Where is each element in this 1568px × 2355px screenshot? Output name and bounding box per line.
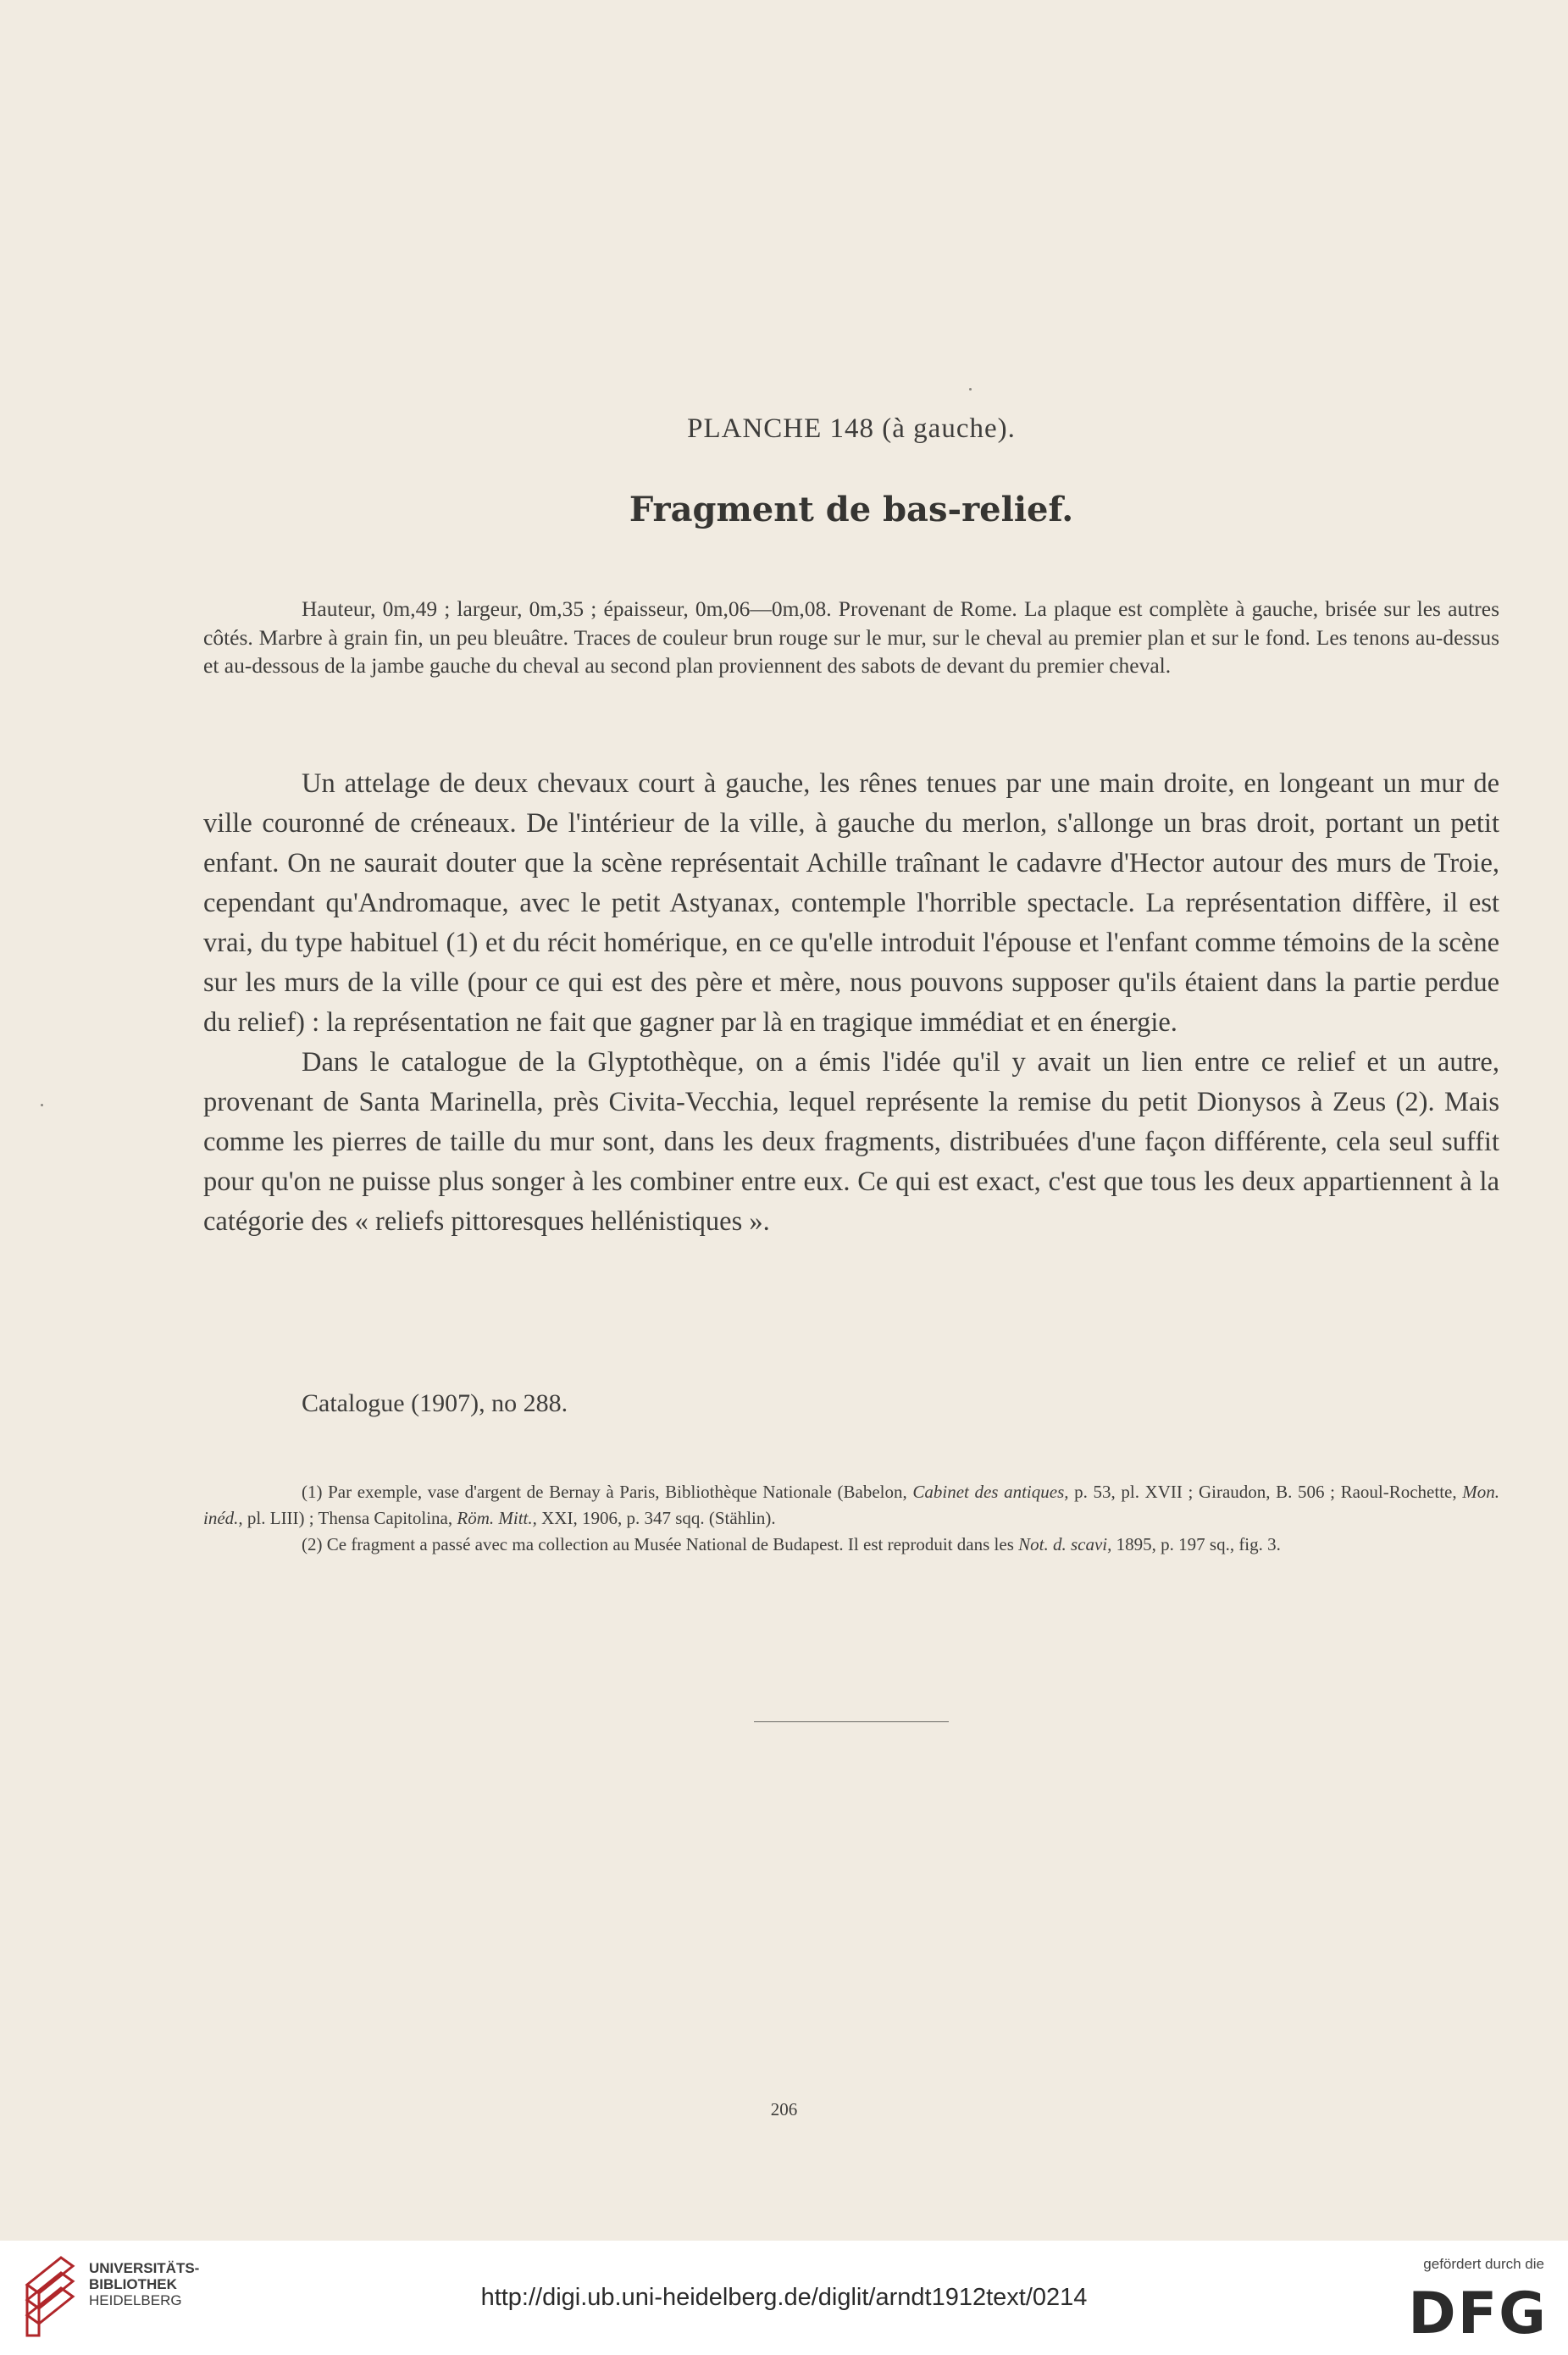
scan-speck bbox=[41, 1104, 43, 1106]
body-text bbox=[203, 764, 1499, 1242]
dfg-logo: DFG bbox=[1408, 2280, 1548, 2347]
scan-speck bbox=[969, 388, 972, 391]
page-title: Fragment de bas-relief. bbox=[629, 490, 1074, 529]
library-name: UNIVERSITÄTS- BIBLIOTHEK HEIDELBERG bbox=[89, 2260, 200, 2308]
plate-number: PLANCHE 148 (à gauche). bbox=[687, 413, 1016, 444]
source-url-link[interactable]: http://digi.ub.uni-heidelberg.de/diglit/arndt1912text/0214 bbox=[480, 2284, 1088, 2311]
divider-rule bbox=[754, 1721, 949, 1722]
footnote-1: (1) Par exemple, vase d'argent de Bernay à Paris, Bibliothèque Nationale (Babelon, Cabinet des antiques, p. 53, pl. XVII ; Giraudon, B. 506 ; Raoul-Rochette, Mon. inéd., pl. LIII) ; Thensa Capitolina, Röm. Mitt., XXI, 1906, p. 347 sqq. (Stählin). bbox=[203, 1482, 1499, 1528]
body-paragraph: Dans le catalogue de la Glyptothèque, on a émis l'idée qu'il y avait un lien entre ce relief et un autre, provenant de Santa Marinella, près Civita-Vecchia, lequel représente la remise du petit Dionysos à Zeus (2). Mais comme les pierres de taille du mur sont, dans les deux fragments, distribuées d'une façon différente, cela seul suffit pour qu'on ne puisse plus songer à les combiner entre eux. Ce qui est exact, c'est que tous les deux appartiennent à la catégorie des « reliefs pittoresques hellénistiques ». bbox=[203, 1047, 1499, 1237]
footnotes bbox=[203, 1479, 1499, 1558]
funding-caption: gefördert durch die bbox=[1423, 2256, 1544, 2272]
object-description: Hauteur, 0m,49 ; largeur, 0m,35 ; épaisseur, 0m,06—0m,08. Provenant de Rome. La plaque est complète à gauche, brisée sur les autres côtés. Marbre à grain fin, un peu bleuâtre. Traces de couleur brun rouge sur le mur, sur le cheval au premier plan et sur le fond. Les tenons au-dessus et au-dessous de la jambe gauche du cheval au second plan proviennent des sabots de devant du premier cheval. bbox=[203, 596, 1499, 678]
page-number: 206 bbox=[770, 2099, 798, 2120]
catalogue-reference: Catalogue (1907), no 288. bbox=[302, 1389, 568, 1417]
body-paragraph: Un attelage de deux chevaux court à gauche, les rênes tenues par une main droite, en longeant un mur de ville couronné de créneaux. De l'intérieur de la ville, à gauche du merlon, s'allonge un bras droit, portant un petit enfant. On ne saurait douter que la scène représentait Achille traînant le cadavre d'Hector autour des murs de Troie, cependant qu'Andromaque, avec le petit Astyanax, contemple l'horrible spectacle. La représentation diffère, il est vrai, du type habituel (1) et du récit homérique, en ce qu'elle introduit l'épouse et l'enfant comme témoins de la scène sur les murs de la ville (pour ce qui est des père et mère, nous pouvons supposer qu'ils étaient dans la partie perdue du relief) : la représentation ne fait que gagner par là en tragique immédiat et en énergie. bbox=[203, 768, 1499, 1038]
footnote-2: (2) Ce fragment a passé avec ma collection au Musée National de Budapest. Il est reproduit dans les Not. d. scavi, 1895, p. 197 sq., fig. 3. bbox=[302, 1534, 1281, 1554]
